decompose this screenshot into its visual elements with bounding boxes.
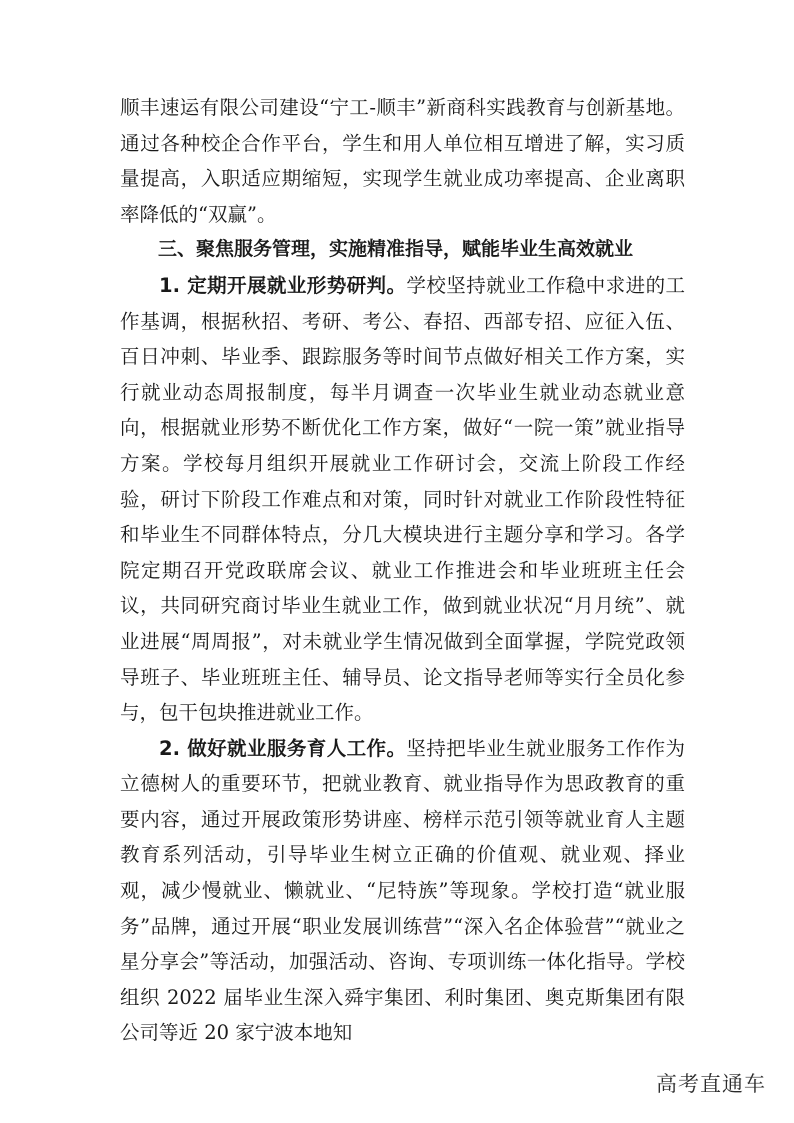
watermark-text: 高考直通车 (656, 1072, 766, 1096)
document-body (120, 90, 685, 1051)
section-heading: 三、聚焦服务管理，实施精准指导，赋能毕业生高效就业 (158, 238, 634, 261)
paragraph-item-2 (120, 731, 685, 1051)
item-1-body: 学校坚持就业工作稳中求进的工作基调，根据秋招、考研、考公、春招、西部专招、应征入伍、百日冲刺、毕业季、跟踪服务等时间节点做好相关工作方案，实行就业动态周报制度，每半月调查一次毕业生就业动态就业意向，根据就业形势不断优化工作方案，做好“一院一策”就业指导方案。学校每月组织开展就业工作研讨会，交流上阶段工作经验，研讨下阶段工作难点和对策，同时针对就业工作阶段性特征和毕业生不同群体特点，分几大模块进行主题分享和学习。各学院定期召开党政联席会议、就业工作推进会和毕业班班主任会议，共同研究商讨毕业生就业工作，做到就业状况“月月统”、就业进展“周周报”，对未就业学生情况做到全面掌握，学院党政领导班子、毕业班班主任、辅导员、论文指导老师等实行全员化参与，包干包块推进就业工作。 (120, 273, 685, 725)
paragraph-item-1 (120, 268, 685, 731)
item-2-lead: 2. 做好就业服务育人工作。 (159, 736, 407, 760)
item-2-body: 坚持把毕业生就业服务工作作为立德树人的重要环节，把就业教育、就业指导作为思政教育的重要内容，通过开展政策形势讲座、榜样示范引领等就业育人主题教育系列活动，引导毕业生树立正确的价值观、就业观、择业观，减少慢就业、懒就业、“尼特族”等现象。学校打造“就业服务”品牌，通过开展“职业发展训练营”“深入名企体验营”“就业之星分享会”等活动，加强活动、咨询、专项训练一体化指导。学校组织 2022 届毕业生深入舜宇集团、利时集团、奥克斯集团有限公司等近 20 家宁波本地知 (120, 736, 685, 1045)
paragraph-continuation: 顺丰速运有限公司建设“宁工-顺丰”新商科实践教育与创新基地。通过各种校企合作平台，学生和用人单位相互增进了解，实习质量提高，入职适应期缩短，实现学生就业成功率提高、企业离职率降低的“双赢”。 (120, 96, 685, 226)
item-1-lead: 1. 定期开展就业形势研判。 (159, 273, 407, 297)
